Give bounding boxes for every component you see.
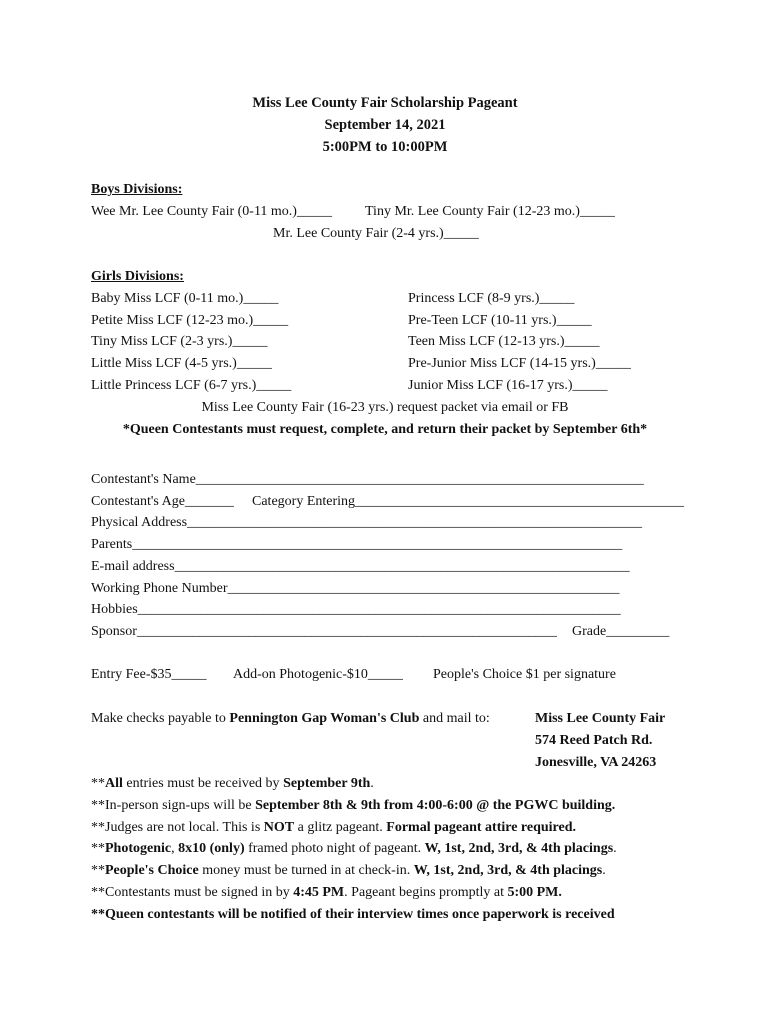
contestant-age-field[interactable]: Contestant's Age_______ [91,494,234,509]
boys-heading: Boys Divisions: [91,182,183,197]
girls-division-right: Pre-Teen LCF (10-11 yrs.)_____ [408,313,592,328]
event-date: September 14, 2021 [324,117,446,133]
grade-field[interactable]: Grade_________ [572,624,670,639]
girls-division-left: Baby Miss LCF (0-11 mo.)_____ [91,291,279,306]
note-queen-interviews: **Queen contestants will be notified of their interview times once paperwork is received [91,907,615,922]
girls-division-right: Teen Miss LCF (12-13 yrs.)_____ [408,334,600,349]
mail-address-line3: Jonesville, VA 24263 [535,755,657,770]
photogenic-fee: Add-on Photogenic-$10_____ [233,667,403,682]
payment-prefix: Make checks payable to [91,711,230,726]
payment-middle: and mail to: [419,711,490,726]
mail-address-line1: Miss Lee County Fair [535,711,666,726]
girls-division-right: Pre-Junior Miss LCF (14-15 yrs.)_____ [408,356,631,371]
sponsor-field[interactable]: Sponsor____________________________________________________________ [91,624,557,639]
hobbies-field[interactable]: Hobbies_____________________________________________________________________ [91,602,621,617]
payment-instructions [91,710,490,728]
boys-division-mr: Mr. Lee County Fair (2-4 yrs.)_____ [273,226,479,241]
queen-deadline-note: *Queen Contestants must request, complete, and return their packet by September 6th* [122,422,648,437]
email-field[interactable]: E-mail address_________________________________________________________________ [91,559,630,574]
girls-division-left: Tiny Miss LCF (2-3 yrs.)_____ [91,334,268,349]
event-time: 5:00PM to 10:00PM [322,139,448,155]
girls-heading: Girls Divisions: [91,269,184,284]
phone-field[interactable]: Working Phone Number________________________________________________________ [91,581,620,596]
miss-lcf-note: Miss Lee County Fair (16-23 yrs.) request packet via email or FB [201,400,569,415]
entry-fee: Entry Fee-$35_____ [91,667,207,682]
peoples-choice-fee: People's Choice $1 per signature [433,667,616,682]
note-photogenic: **Photogenic, 8x10 (only) framed photo night of pageant. W, 1st, 2nd, 3rd, & 4th placings. [91,841,617,856]
girls-division-right: Princess LCF (8-9 yrs.)_____ [408,291,575,306]
girls-division-left: Petite Miss LCF (12-23 mo.)_____ [91,313,289,328]
boys-division-wee-mr: Wee Mr. Lee County Fair (0-11 mo.)_____ [91,204,332,219]
parents-field[interactable]: Parents______________________________________________________________________ [91,537,623,552]
note-judges: **Judges are not local. This is NOT a glitz pageant. Formal pageant attire required. [91,820,577,835]
boys-division-tiny-mr: Tiny Mr. Lee County Fair (12-23 mo.)_____ [365,204,615,219]
mail-address-line2: 574 Reed Patch Rd. [535,733,653,748]
note-peoples-choice: **People's Choice money must be turned in at check-in. W, 1st, 2nd, 3rd, & 4th placings. [91,863,606,878]
note-sign-in-time: **Contestants must be signed in by 4:45 PM. Pageant begins promptly at 5:00 PM. [91,885,562,900]
note-in-person-signup: **In-person sign-ups will be September 8th & 9th from 4:00-6:00 @ the PGWC building. [91,798,616,813]
payee-club: Pennington Gap Woman's Club [229,711,420,726]
girls-division-right: Junior Miss LCF (16-17 yrs.)_____ [408,378,608,393]
category-field[interactable]: Category Entering_______________________________________________ [252,494,685,509]
document-title: Miss Lee County Fair Scholarship Pageant [252,95,518,111]
address-field[interactable]: Physical Address_________________________________________________________________ [91,515,643,530]
girls-division-left: Little Miss LCF (4-5 yrs.)_____ [91,356,272,371]
contestant-name-field[interactable]: Contestant's Name________________________________________________________________ [91,472,644,487]
note-entry-deadline: **All entries must be received by September 9th. [91,776,374,791]
girls-division-left: Little Princess LCF (6-7 yrs.)_____ [91,378,292,393]
